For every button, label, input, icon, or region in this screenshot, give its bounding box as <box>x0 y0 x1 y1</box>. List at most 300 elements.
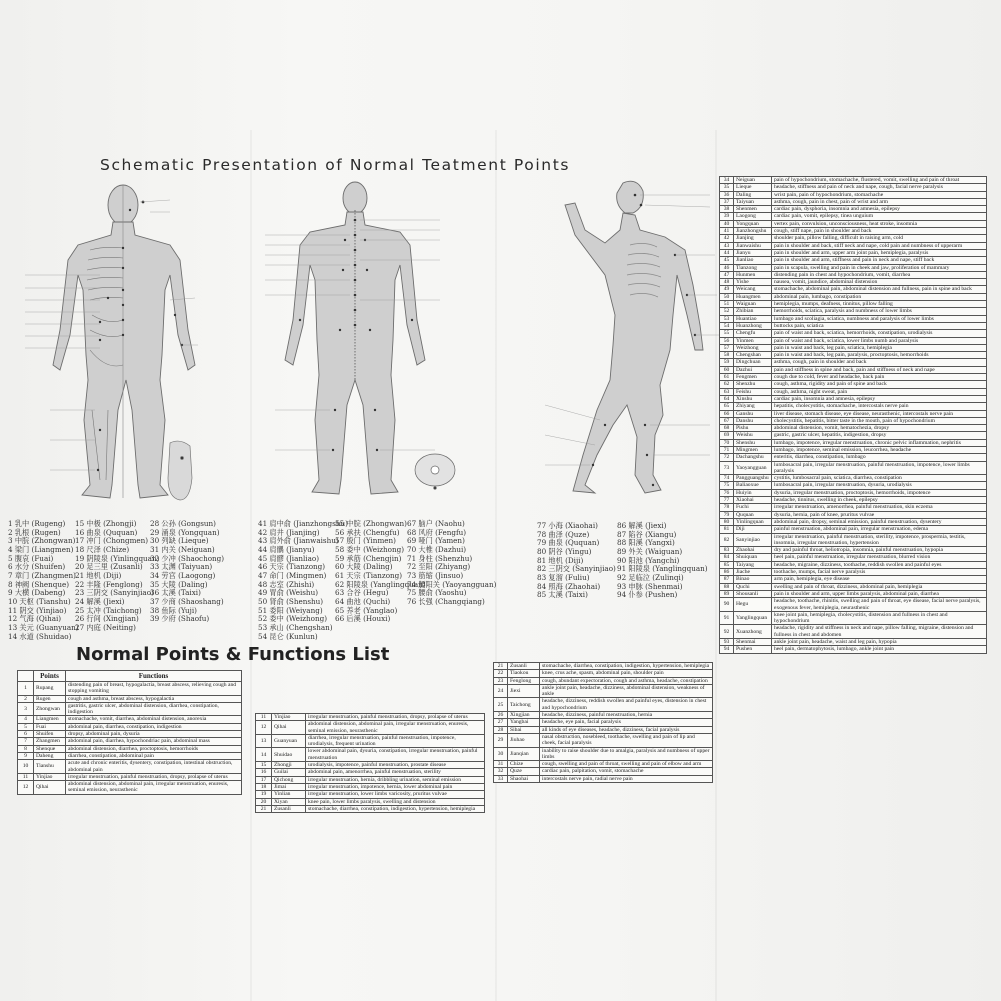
point-number: 59 <box>720 359 734 366</box>
legend-item: 61 天宗 (Tianzong) <box>335 570 403 580</box>
table-row <box>720 446 987 453</box>
table-row <box>720 381 987 388</box>
point-number: 49 <box>720 286 734 293</box>
point-name: Qihai <box>272 721 306 735</box>
point-number: 17 <box>256 776 272 783</box>
legend-item: 34 劳宫 (Laogong) <box>150 570 216 580</box>
table-row <box>494 775 713 782</box>
legend-column <box>617 522 708 600</box>
point-functions: pain in shoulder and arm, stiffness and pain in neck and nape, stiff back <box>772 257 987 264</box>
point-number: 70 <box>720 439 734 446</box>
point-number: 13 <box>256 734 272 748</box>
table-row <box>720 249 987 256</box>
legend-item: 9 大横 (Dabeng) <box>8 588 66 598</box>
point-number: 67 <box>720 417 734 424</box>
point-functions: heel pain, painful menstruation, irregular menstruation, blurred vision <box>772 554 987 561</box>
point-functions: abdominal distension, diarrhea, proctoptosis, hemorrhoids <box>66 745 242 752</box>
table-row <box>720 235 987 242</box>
point-functions: intercostals nerve pain, radial nerve pain <box>540 775 713 782</box>
point-functions: headache, rigidity and stiffness in neck and nape, pillow falling, migraine, distension and fullness in chest and abdomen <box>772 625 987 639</box>
table-row <box>720 374 987 381</box>
point-functions: pain in waist and back, leg pain, paralysis, proctoptosis, hemorrhoids <box>772 352 987 359</box>
legend-item: 14 水道 (Shuidao) <box>8 631 72 641</box>
point-name: Yinlingquan <box>734 518 772 525</box>
point-number: 83 <box>720 547 734 554</box>
point-name: Taiyuan <box>734 198 772 205</box>
point-number: 5 <box>18 723 34 730</box>
point-functions: distending pain in chest and hypochondrium, vomit, diarrhea <box>772 271 987 278</box>
point-name: Tiaokou <box>508 670 540 677</box>
table-row <box>256 805 485 812</box>
point-name: Jiache <box>734 569 772 576</box>
point-functions: asthma, cough, pain in chest, pain of wrist and arm <box>772 198 987 205</box>
point-number: 2 <box>18 695 34 702</box>
point-number: 64 <box>720 395 734 402</box>
point-functions: pain in scapula, swelling and pain in cheek and jaw, proliferation of mammary <box>772 264 987 271</box>
point-functions: dysuria, hernia, pain of knee, pruritus vulvae <box>772 511 987 518</box>
point-number: 56 <box>720 337 734 344</box>
point-name: Yaoyangguan <box>734 461 772 475</box>
legend-item: 78 曲泽 (Quze) <box>537 529 590 539</box>
table-row <box>494 733 713 747</box>
point-functions: distending pain of breast, hypogalactia, breast abscess, relieving cough and stopping vomiting <box>66 682 242 696</box>
functions-table-4 <box>719 176 987 654</box>
table-row <box>720 639 987 646</box>
point-number: 11 <box>256 714 272 721</box>
point-name: Xiyan <box>272 798 306 805</box>
point-functions: headache, tinnitus, swelling in cheek, epilepsy <box>772 497 987 504</box>
table-row <box>18 702 242 716</box>
table-row <box>494 684 713 698</box>
point-functions: arm pain, hemiplegia, eye disease <box>772 576 987 583</box>
point-number: 79 <box>720 511 734 518</box>
legend-item: 48 志室 (Zhishi) <box>258 579 315 589</box>
table-row <box>720 395 987 402</box>
point-name: Binao <box>734 576 772 583</box>
point-name: Xinshu <box>734 395 772 402</box>
legend-item: 69 哑门 (Yamen) <box>407 536 465 546</box>
point-functions: gastric, gastric ulcer, hepatitis, indigestion, dropsy <box>772 432 987 439</box>
legend-item: 57 殷门 (Yinmen) <box>335 536 396 546</box>
point-name: Zhangmen <box>34 738 66 745</box>
table-row <box>720 330 987 337</box>
table-row <box>720 228 987 235</box>
point-name: Ganshu <box>734 410 772 417</box>
point-functions: dropsy, abdominal pain, dysuria <box>66 731 242 738</box>
legend-item: 84 照海 (Zhaohai) <box>537 581 601 591</box>
point-functions: cardiac pain, insomnia and amnesia, epilepsy <box>772 395 987 402</box>
point-number: 86 <box>720 569 734 576</box>
point-functions: lumbosacral pain, irregular menstruation, painful menstruation, impotence, lower limbs paralysis <box>772 461 987 475</box>
point-name: Hunmen <box>734 271 772 278</box>
point-name: Lieque <box>734 184 772 191</box>
legend-item: 12 气海 (Qihai) <box>8 614 62 624</box>
table-row <box>720 489 987 496</box>
legend-item: 4 梁门 (Liangmen) <box>8 544 74 554</box>
point-name: Mingmen <box>734 446 772 453</box>
point-name: Shuifen <box>34 731 66 738</box>
point-number: 24 <box>494 684 508 698</box>
point-number: 63 <box>720 388 734 395</box>
point-number: 77 <box>720 497 734 504</box>
point-number: 47 <box>720 271 734 278</box>
table-row <box>720 576 987 583</box>
point-number: 1 <box>18 682 34 696</box>
legend-item: 76 长强 (Changqiang) <box>407 596 485 606</box>
table-row <box>256 762 485 769</box>
table-row <box>720 279 987 286</box>
point-functions: acute and chronic enteritis, dysentery, constipation, intestinal obstruction, abdominal pain <box>66 760 242 774</box>
functions-table-1 <box>17 670 242 795</box>
point-functions: irregular menstruation, hernia, dribbling urination, seminal emission <box>306 776 485 783</box>
point-name: Jiuhao <box>508 733 540 747</box>
point-number: 26 <box>494 712 508 719</box>
point-number: 33 <box>494 775 508 782</box>
table-row <box>18 716 242 723</box>
table-row <box>720 308 987 315</box>
point-functions: pain of waist and back, sciatica, lower limbs numb and paralysis <box>772 337 987 344</box>
table-row <box>494 719 713 726</box>
legend-item: 74 腰阳关 (Yaoyangguan) <box>407 579 497 589</box>
point-name: Yinmen <box>734 337 772 344</box>
legend-column <box>407 520 496 607</box>
table-row <box>720 366 987 373</box>
point-number: 85 <box>720 561 734 568</box>
point-number: 45 <box>720 257 734 264</box>
point-functions: vertex pain, convulsion, unconsciousness, heat stroke, insomnia <box>772 220 987 227</box>
legend-item: 16 曲泉 (Ququan) <box>75 527 138 537</box>
point-number: 20 <box>256 798 272 805</box>
legend-item: 36 太溪 (Taixi) <box>150 588 201 598</box>
point-name: Rupang <box>34 682 66 696</box>
point-functions: cardiac pain, dysphoria, insomnia and amnesia, epilepsy <box>772 206 987 213</box>
point-functions: lumbosacral pain, irregular menstruation, dysuria, urodialysis <box>772 482 987 489</box>
point-name: Zhongwan <box>34 702 66 716</box>
table-row <box>720 497 987 504</box>
table-row <box>494 761 713 768</box>
point-name: Diji <box>734 526 772 533</box>
point-number: 46 <box>720 264 734 271</box>
table-row <box>720 410 987 417</box>
legend-item: 86 解溪 (Jiexi) <box>617 521 667 530</box>
point-number: 94 <box>720 646 734 653</box>
table-row <box>720 403 987 410</box>
point-functions: cough, abundant expectoration, cough and asthma, headache, constipation <box>540 677 713 684</box>
table-row <box>256 748 485 762</box>
point-functions: dysuria, irregular menstruation, proctoptosis, hemorrhoids, impotence <box>772 489 987 496</box>
point-name: Xingjian <box>508 712 540 719</box>
legend-item: 7 章门 (Zhangmen) <box>8 570 76 580</box>
point-name: Guilai <box>272 769 306 776</box>
table-row <box>720 191 987 198</box>
functions-table-2 <box>255 713 485 813</box>
point-name: Feishu <box>734 388 772 395</box>
point-functions: pain and stiffness in spine and back, pain and stiffness of neck and nape <box>772 366 987 373</box>
table-row <box>18 773 242 780</box>
point-number: 72 <box>720 454 734 461</box>
legend-item: 75 腰俞 (Yaoshu) <box>407 588 467 598</box>
point-number: 40 <box>720 220 734 227</box>
point-number: 52 <box>720 308 734 315</box>
point-name: Huangmen <box>734 293 772 300</box>
point-functions: stomachache, abdominal pain, abdominal distension and fullness, pain in spine and back <box>772 286 987 293</box>
table-row <box>256 791 485 798</box>
point-number: 12 <box>18 781 34 795</box>
point-name: Dazhui <box>734 366 772 373</box>
legend-item: 55 中脘 (Zhongwan) <box>335 519 407 528</box>
legend-item: 30 列缺 (Lieque) <box>150 536 209 546</box>
point-name: Jimai <box>272 783 306 790</box>
point-number: 75 <box>720 482 734 489</box>
point-number: 19 <box>256 791 272 798</box>
point-number: 11 <box>18 773 34 780</box>
point-name: Chize <box>508 761 540 768</box>
point-name: Jianwaishu <box>734 242 772 249</box>
legend-item: 62 阳陵泉 (Yanglingquan) <box>335 579 426 589</box>
point-name: Yinjiao <box>34 773 66 780</box>
point-name: Shuidao <box>272 748 306 762</box>
legend-item: 82 三阴交 (Sanyinjiao) <box>537 564 616 574</box>
point-name: Sanyinjiao <box>734 533 772 547</box>
point-number: 60 <box>720 366 734 373</box>
point-name: Yanglingquan <box>734 611 772 625</box>
legend-item: 44 肩髃 (Jianyu) <box>258 544 315 554</box>
table-row <box>720 322 987 329</box>
point-functions: pain in shoulder and arm, upper arm joint pain, hemiplegia, paralysis <box>772 249 987 256</box>
legend-item: 83 复溜 (Fuliu) <box>537 572 590 582</box>
table-row <box>720 432 987 439</box>
point-name: Pushen <box>734 646 772 653</box>
legend-item: 53 承山 (Chengshan) <box>258 622 333 632</box>
legend-column <box>150 520 224 624</box>
point-name: Jianliao <box>734 257 772 264</box>
point-name: Rugen <box>34 695 66 702</box>
point-functions: dry and painful throat, heliotropia, insomnia, painful menstruation, hypopia <box>772 547 987 554</box>
point-name: Neiguan <box>734 177 772 184</box>
legend-item: 64 曲池 (Quchi) <box>335 596 391 606</box>
point-functions: diarrhea, constipation, abdominal pain <box>66 752 242 759</box>
point-number: 69 <box>720 432 734 439</box>
legend-item: 49 胃俞 (Weishu) <box>258 588 318 598</box>
point-number: 93 <box>720 639 734 646</box>
point-name: Jianzhongshu <box>734 228 772 235</box>
point-number: 76 <box>720 489 734 496</box>
point-name: Huiyin <box>734 489 772 496</box>
point-name: Shousanli <box>734 590 772 597</box>
point-number: 74 <box>720 475 734 482</box>
front-body-figure <box>20 180 230 510</box>
point-name: Sibai <box>508 726 540 733</box>
point-number: 51 <box>720 301 734 308</box>
table-row <box>720 583 987 590</box>
point-functions: lower abdominal pain, dysuria, constipation, irregular menstruation, painful menstruation <box>306 748 485 762</box>
legend-item: 38 鱼际 (Yuji) <box>150 605 197 615</box>
table-row <box>720 504 987 511</box>
point-name: Shenshu <box>734 439 772 446</box>
point-functions: headache, migraine, dizziness, toothache, reddish swollen and painful eyes <box>772 561 987 568</box>
point-functions: all kinds of eye diseases, headache, dizziness, facial paralysis <box>540 726 713 733</box>
point-number: 10 <box>18 760 34 774</box>
point-name: Xuanzhong <box>734 625 772 639</box>
table-row <box>494 698 713 712</box>
point-functions: cough, asthma, rigidity and pain of spine and back <box>772 381 987 388</box>
functions-table-3 <box>493 662 713 783</box>
point-number: 3 <box>18 702 34 716</box>
point-name: Daheng <box>34 752 66 759</box>
legend-item: 79 曲泉 (Ququan) <box>537 538 600 548</box>
legend-item: 73 筋缩 (Jinsuo) <box>407 570 464 580</box>
point-functions: headache, eye pain, facial paralysis <box>540 719 713 726</box>
point-number: 21 <box>494 663 508 670</box>
legend-item: 11 阴交 (Yinjiao) <box>8 605 67 615</box>
point-name: Dingchuan <box>734 359 772 366</box>
point-number: 8 <box>18 745 34 752</box>
point-functions: abdominal distension, vomit, hematochezia, dropsy <box>772 425 987 432</box>
table-row <box>720 286 987 293</box>
table-row <box>720 257 987 264</box>
point-name: Chengshan <box>734 352 772 359</box>
legend-item: 66 后溪 (Houxi) <box>335 614 391 624</box>
point-number: 23 <box>494 677 508 684</box>
point-number: 73 <box>720 461 734 475</box>
point-number: 55 <box>720 330 734 337</box>
legend-item: 26 行间 (Xingjian) <box>75 614 139 624</box>
legend-item: 80 阴谷 (Yingu) <box>537 546 592 556</box>
legend-column <box>8 520 79 641</box>
point-functions: painful menstruation, abdominal pain, irregular menstruation, edema <box>772 526 987 533</box>
table-row <box>720 206 987 213</box>
table-row <box>720 242 987 249</box>
point-number: 32 <box>494 768 508 775</box>
point-functions: shoulder pain, pillow falling, difficult in raising arm, cold <box>772 235 987 242</box>
point-name: Baliaoxue <box>734 482 772 489</box>
point-functions: pain in shoulder and back, stiff neck and nape, cold pain and numbness of upperarm <box>772 242 987 249</box>
point-functions: wrist pain, pain of hypochondrium, stomachache <box>772 191 987 198</box>
table-row <box>720 590 987 597</box>
point-name: Taiyang <box>734 561 772 568</box>
legend-item: 10 天枢 (Tianshu) <box>8 596 71 606</box>
table-row <box>256 783 485 790</box>
legend-item: 67 脑户 (Naohu) <box>407 519 465 528</box>
table-row <box>720 547 987 554</box>
point-name: Shaohai <box>508 775 540 782</box>
point-functions: irregular menstruation, painful menstruation, sterility, impotence, prospermia, testitis, insomnia, irregular menstruation, hypertension <box>772 533 987 547</box>
point-number: 39 <box>720 213 734 220</box>
point-functions: cystitis, lumbosacral pain, sciatica, diarrhea, constipation <box>772 475 987 482</box>
point-functions: headache, dizziness, painful menstruation, hernia <box>540 712 713 719</box>
point-functions: stomachache, vomit, diarrhea, abdominal distension, anorexia <box>66 716 242 723</box>
legend-item: 35 大陵 (Daling) <box>150 579 208 589</box>
table-row <box>720 533 987 547</box>
point-functions: gastritis, gastric ulcer, abdominal distension, diarrhea, constipation, indigestion <box>66 702 242 716</box>
point-functions: cardiac pain, palpitation, vomit, stomachache <box>540 768 713 775</box>
fold-line <box>250 130 252 1001</box>
legend-item: 24 解溪 (Jiexi) <box>75 596 125 606</box>
point-name: Weishu <box>734 432 772 439</box>
point-name: Pishu <box>734 425 772 432</box>
point-functions: ankle joint pain, headache, waist and leg pain, hypopia <box>772 639 987 646</box>
legend-item: 56 承扶 (Chengfu) <box>335 527 400 537</box>
point-number: 15 <box>256 762 272 769</box>
point-functions: cough, swelling and pain of throat, swelling and pain of elbow and arm <box>540 761 713 768</box>
legend-item: 31 内关 (Neiguan) <box>150 544 215 554</box>
table-row <box>18 781 242 795</box>
point-functions: nasal obstruction, nosebleed, toothache, swelling and pain of lip and cheek, facial paralysis <box>540 733 713 747</box>
back-body-figure <box>255 180 470 510</box>
legend-item: 60 大陵 (Daling) <box>335 562 393 572</box>
page-title: Schematic Presentation of Normal Teatment Points <box>100 156 571 174</box>
legend-item: 8 神阙 (Shenque) <box>8 579 70 589</box>
legend-item: 87 陷谷 (Xiangu) <box>617 529 677 539</box>
table-row <box>720 177 987 184</box>
point-name: Zusanli <box>508 663 540 670</box>
point-name: Yangbai <box>508 719 540 726</box>
point-number: 25 <box>494 698 508 712</box>
point-name: Guanyuan <box>272 734 306 748</box>
point-functions: abdominal distension, abdominal pain, irregular menstruation, enuresis, seminal emission, neurasthenic <box>66 781 242 795</box>
point-functions: headache, dizziness, reddish swollen and painful eyes, distension in chest and hypochondrium <box>540 698 713 712</box>
point-number: 22 <box>494 670 508 677</box>
table-header-row <box>18 671 242 682</box>
point-number: 84 <box>720 554 734 561</box>
point-number: 6 <box>18 731 34 738</box>
point-functions: urodialysis, impotence, painful menstruation, prostate disease <box>306 762 485 769</box>
table-row <box>720 569 987 576</box>
table-row <box>720 598 987 612</box>
point-functions: cough due to cold, fever and headache, back pain <box>772 374 987 381</box>
point-functions: cough, asthma, night sweat, pain <box>772 388 987 395</box>
point-number: 71 <box>720 446 734 453</box>
legend-item: 19 阴陵泉 (Yinlingquan) <box>75 553 160 563</box>
side-body-figure <box>535 175 725 515</box>
point-number: 48 <box>720 279 734 286</box>
point-number: 42 <box>720 235 734 242</box>
point-name: Tianshu <box>34 760 66 774</box>
point-number: 90 <box>720 598 734 612</box>
point-functions: hepatitis, cholecystitis, stomachache, intercostals nerve pain <box>772 403 987 410</box>
point-number: 80 <box>720 518 734 525</box>
legend-column <box>537 522 616 600</box>
point-name: Zhibian <box>734 308 772 315</box>
table-row <box>18 731 242 738</box>
point-functions: hemorrhoids, sciatica, paralysis and numbness of lower limbs <box>772 308 987 315</box>
point-functions: pain of waist and back, sciatica, hemorrhoids, constipation, urodialysis <box>772 330 987 337</box>
legend-item: 22 丰隆 (Fenglong) <box>75 579 143 589</box>
point-functions: lumbago, impotence, irregular menstruation, chronic pelvic inflammation, nephritis <box>772 439 987 446</box>
point-number: 58 <box>720 352 734 359</box>
point-functions: lumbago and scoliagia, sciatica, numbness and paralysis of lower limbs <box>772 315 987 322</box>
point-name: Quze <box>508 768 540 775</box>
point-number: 12 <box>256 721 272 735</box>
point-number: 57 <box>720 344 734 351</box>
table-row <box>720 213 987 220</box>
legend-item: 3 中脘 (Zhongwan) <box>8 536 76 546</box>
point-name: Fenglong <box>508 677 540 684</box>
point-name: Shenzhu <box>734 381 772 388</box>
point-functions: cardiac pain, vomit, epilepsy, tinea unguium <box>772 213 987 220</box>
legend-item: 88 阳溪 (Yangxi) <box>617 538 675 548</box>
point-number: 50 <box>720 293 734 300</box>
point-functions: enteritis, diarrhea, constipation, lumbago <box>772 454 987 461</box>
legend-item: 89 外关 (Waiguan) <box>617 546 683 556</box>
table-row <box>256 734 485 748</box>
legend-item: 65 养老 (Yanglao) <box>335 605 398 615</box>
table-row <box>720 461 987 475</box>
point-functions: diarrhea, irregular menstruation, painful menstruation, impotence, urodialysis, frequent urination <box>306 734 485 748</box>
point-name: Zhaohai <box>734 547 772 554</box>
point-name: Xiaohai <box>734 497 772 504</box>
legend-item: 33 太渊 (Taiyuan) <box>150 562 213 572</box>
